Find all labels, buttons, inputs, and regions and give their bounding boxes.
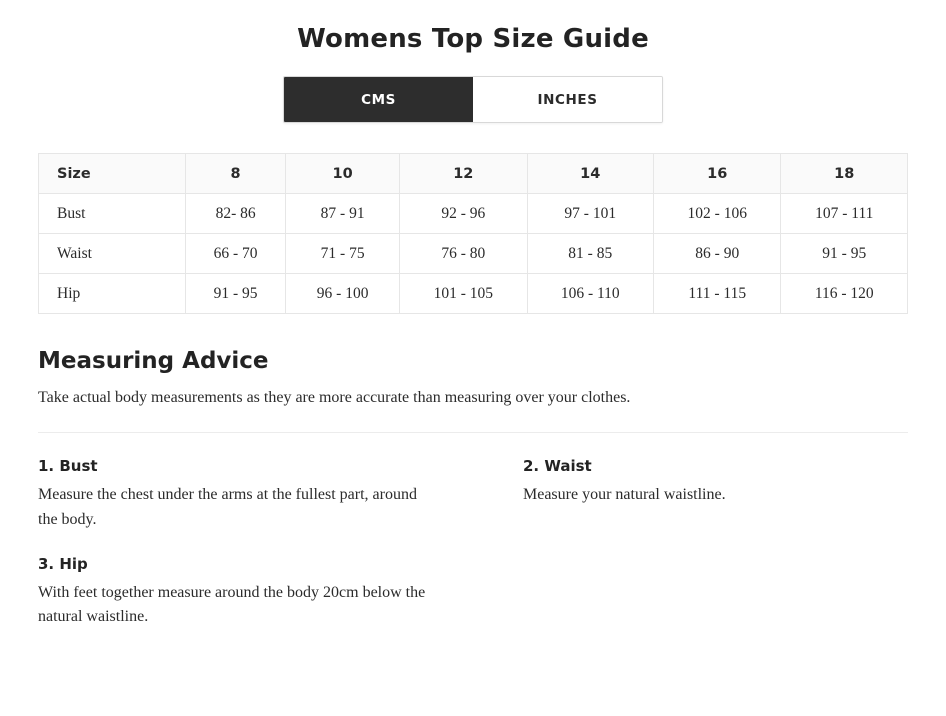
cell-hip-16: 111 - 115 (654, 274, 781, 314)
size-table-body (39, 194, 908, 314)
row-label-bust: Bust (39, 194, 186, 234)
row-label-hip: Hip (39, 274, 186, 314)
advice-heading-bust: 1. Bust (38, 457, 98, 475)
advice-item-hip (38, 555, 523, 631)
size-guide-page (0, 24, 946, 716)
measuring-advice-list (38, 457, 908, 630)
table-header-row (39, 154, 908, 194)
measuring-advice-intro: Take actual body measurements as they are more accurate than measuring over your clothes. (38, 389, 631, 406)
cell-waist-8: 66 - 70 (186, 234, 286, 274)
cell-bust-18: 107 - 111 (781, 194, 908, 234)
column-header-10: 10 (286, 154, 400, 194)
cell-waist-18: 91 - 95 (781, 234, 908, 274)
cell-hip-18: 116 - 120 (781, 274, 908, 314)
tab-cms[interactable]: CMS (284, 77, 473, 122)
cell-bust-16: 102 - 106 (654, 194, 781, 234)
table-row (39, 234, 908, 274)
page-title: Womens Top Size Guide (297, 24, 649, 54)
cell-bust-8: 82- 86 (186, 194, 286, 234)
advice-body-hip: With feet together measure around the body 20cm below the natural waistline. (38, 583, 426, 626)
advice-heading-hip: 3. Hip (38, 554, 88, 573)
cell-hip-14: 106 - 110 (527, 274, 653, 314)
tab-inches[interactable]: INCHES (473, 77, 662, 122)
column-header-18: 18 (781, 154, 908, 194)
size-table (38, 153, 908, 314)
column-header-12: 12 (400, 154, 527, 194)
cell-hip-12: 101 - 105 (400, 274, 527, 314)
column-header-size: Size (39, 154, 186, 194)
column-header-14: 14 (527, 154, 653, 194)
row-label-waist: Waist (39, 234, 186, 274)
cell-bust-10: 87 - 91 (286, 194, 400, 234)
cell-waist-10: 71 - 75 (286, 234, 400, 274)
unit-toggle (38, 76, 908, 123)
table-row (39, 194, 908, 234)
advice-item-bust (38, 457, 523, 533)
cell-waist-16: 86 - 90 (654, 234, 781, 274)
cell-hip-8: 91 - 95 (186, 274, 286, 314)
advice-item-waist (523, 457, 908, 533)
section-divider (38, 432, 908, 433)
cell-waist-14: 81 - 85 (527, 234, 653, 274)
cell-hip-10: 96 - 100 (286, 274, 400, 314)
cell-bust-12: 92 - 96 (400, 194, 527, 234)
column-header-8: 8 (186, 154, 286, 194)
advice-heading-waist: 2. Waist (523, 457, 592, 475)
advice-body-bust: Measure the chest under the arms at the fullest part, around the body. (38, 486, 417, 528)
table-row (39, 274, 908, 314)
size-table-head (39, 154, 908, 194)
cell-bust-14: 97 - 101 (527, 194, 653, 234)
column-header-16: 16 (654, 154, 781, 194)
cell-waist-12: 76 - 80 (400, 234, 527, 274)
measuring-advice-title: Measuring Advice (38, 348, 269, 374)
advice-body-waist: Measure your natural waistline. (523, 486, 726, 503)
unit-toggle-group (283, 76, 663, 123)
